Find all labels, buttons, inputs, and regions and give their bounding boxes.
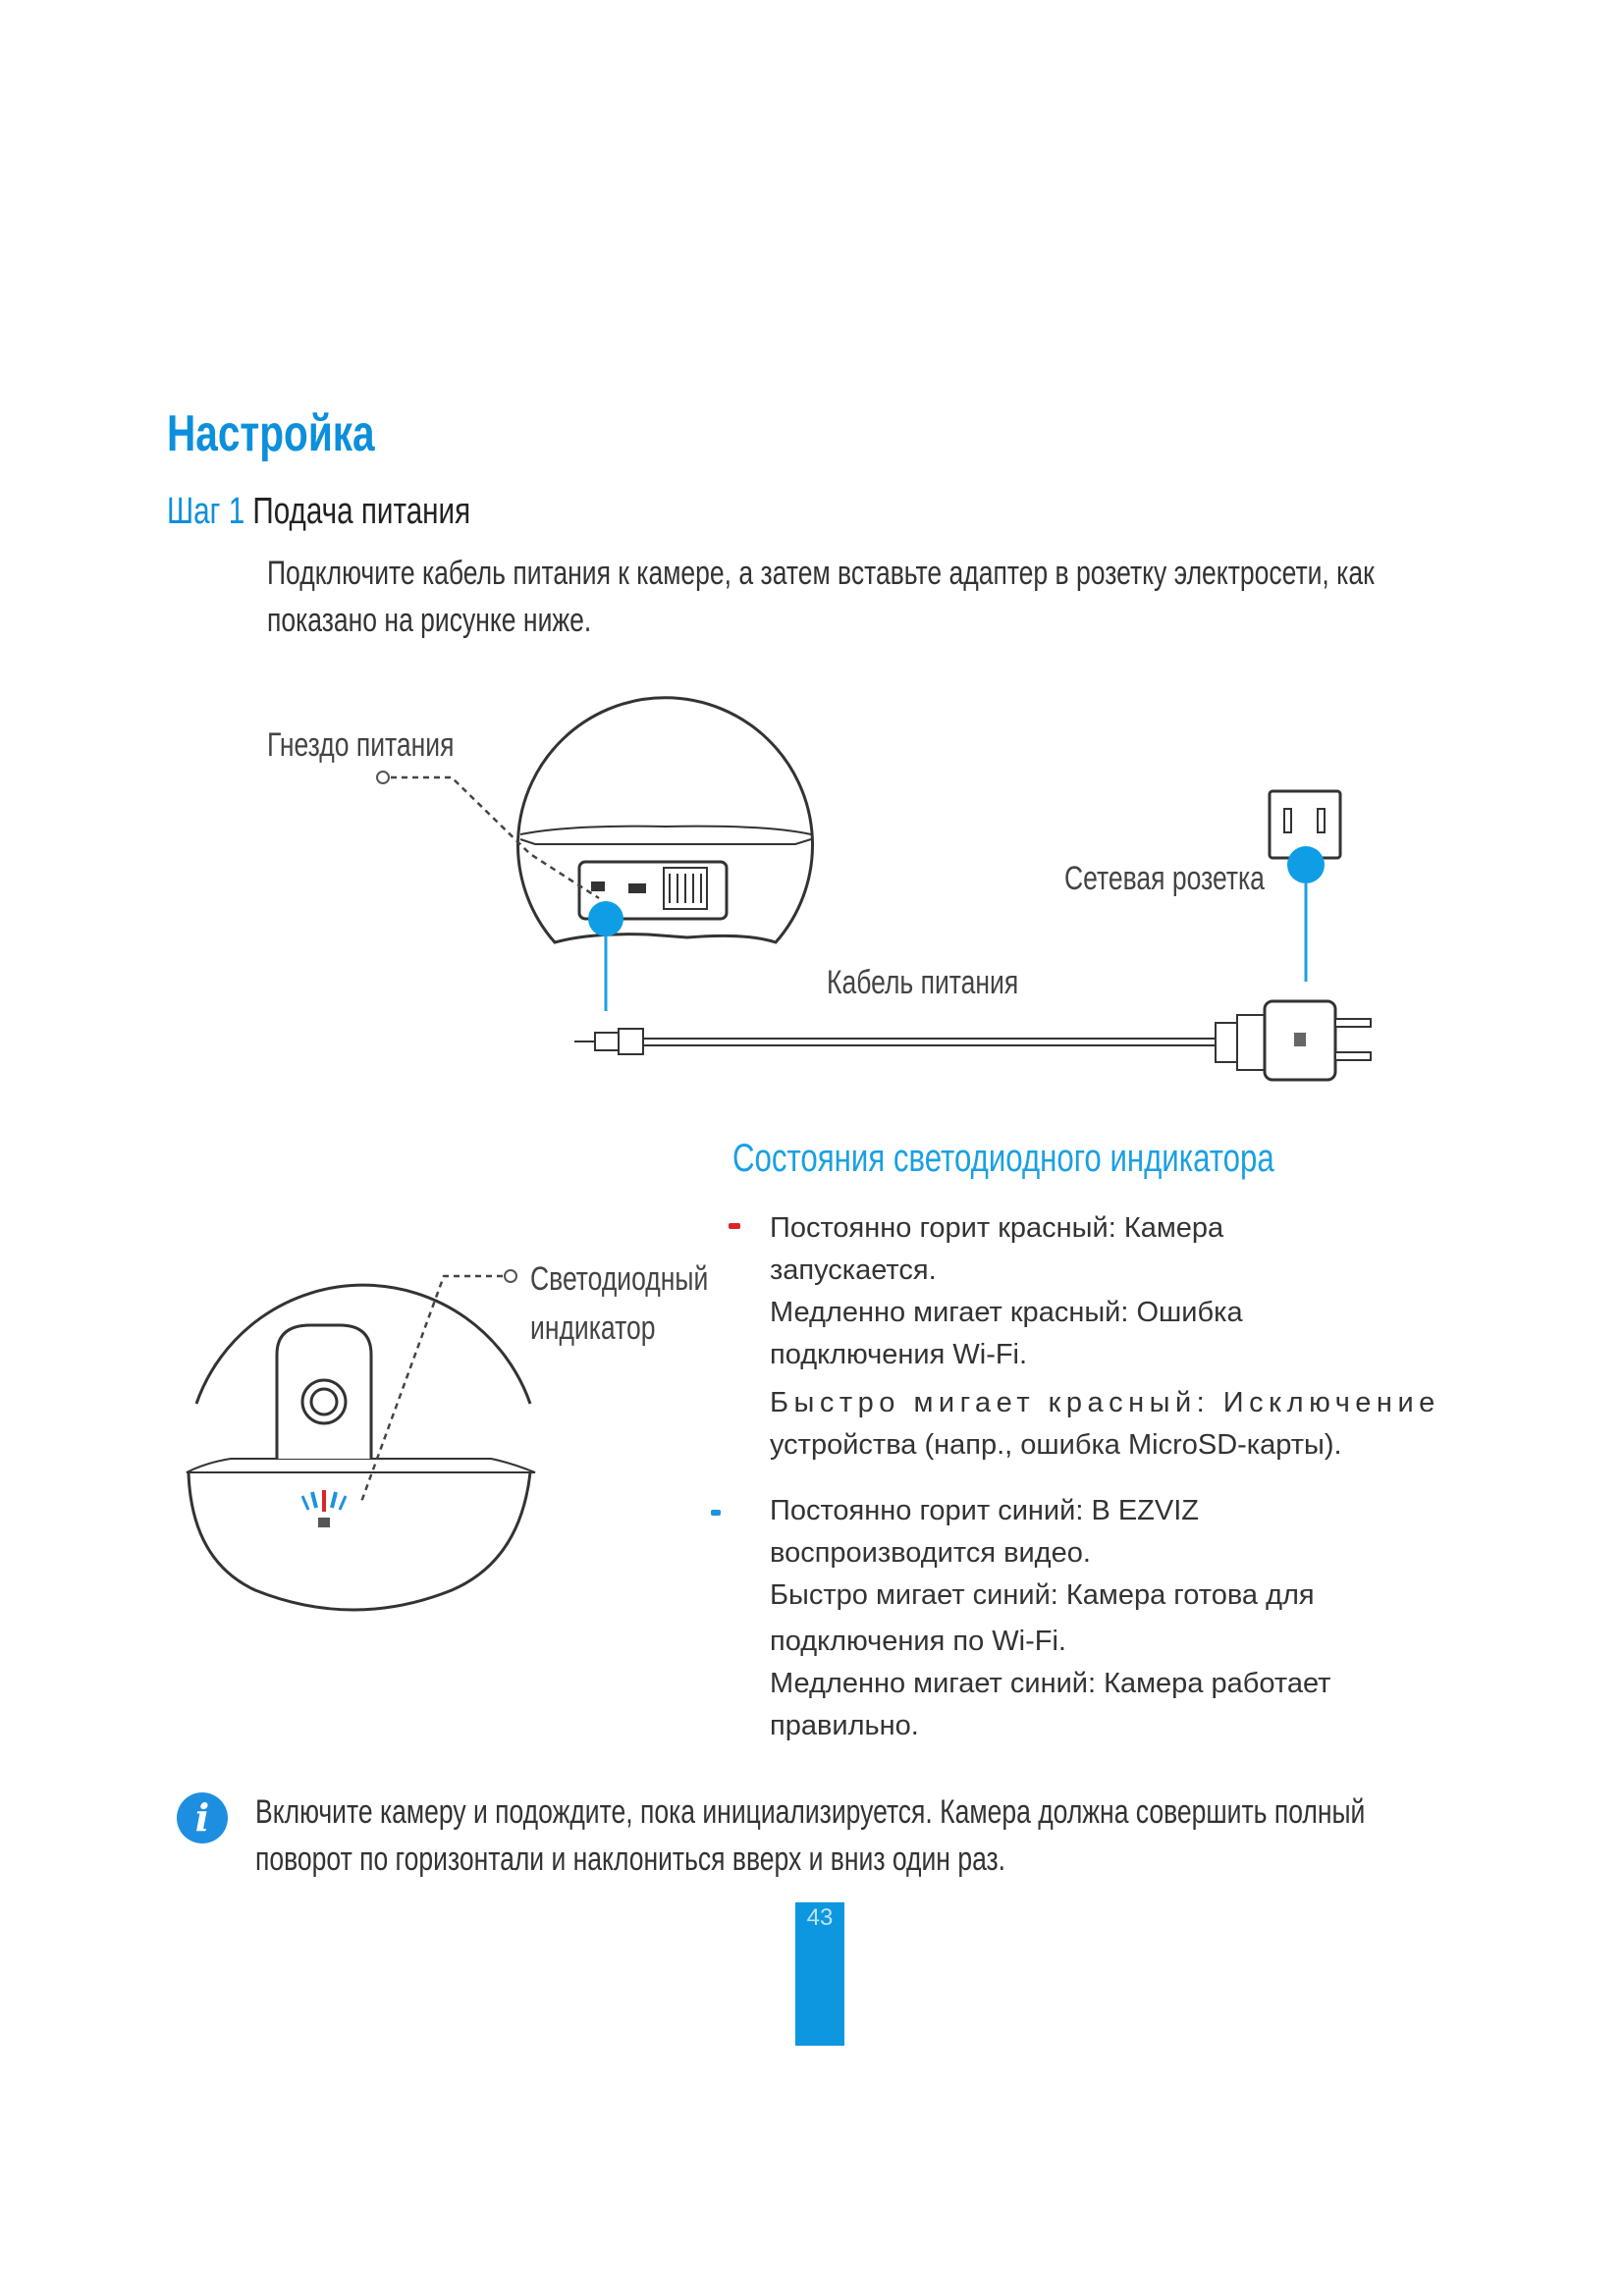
red-state-line: подключения Wi-Fi. — [770, 1339, 1028, 1370]
intro-line-1: Подключите кабель питания к камере, а затем вставьте адаптер в розетку электросети, как — [267, 555, 1375, 592]
red-state-line: Медленно мигает красный: Ошибка — [770, 1297, 1243, 1328]
intro-line-2: показано на рисунке ниже. — [267, 602, 592, 639]
led-indicator-label — [530, 1255, 708, 1353]
red-led-states — [770, 1207, 1440, 1467]
led-label-line-1: Светодиодный — [530, 1260, 709, 1298]
blue-state-line: Постоянно горит синий: В EZVIZ — [770, 1495, 1200, 1526]
led-states-title: Состояния светодиодного индикатора — [732, 1137, 1274, 1180]
note-text — [255, 1789, 1365, 1883]
section-title: Настройка — [167, 405, 375, 462]
outlet-illustration — [1270, 791, 1340, 982]
camera-front-illustration — [187, 1285, 535, 1610]
power-socket-marker — [588, 901, 623, 936]
blue-state-line: правильно. — [770, 1710, 919, 1741]
red-state-line: запускается. — [770, 1255, 937, 1286]
step-title: Подача питания — [252, 491, 471, 532]
red-state-line: Быстро мигает красный: Исключение — [770, 1387, 1440, 1418]
cable-label: Кабель питания — [827, 964, 1019, 1001]
red-led-bullet — [729, 1223, 740, 1229]
red-state-line: Постоянно горит красный: Камера — [770, 1212, 1224, 1244]
blue-state-line: воспроизводится видео. — [770, 1537, 1091, 1569]
note-line-2: поворот по горизонтали и наклониться вверх и вниз один раз. — [255, 1841, 1006, 1878]
blue-led-states — [770, 1490, 1330, 1747]
power-socket-label: Гнездо питания — [267, 726, 455, 764]
step-number: Шаг 1 — [167, 491, 245, 532]
page-number: 43 — [806, 1904, 834, 1931]
red-state-line: устройства (напр., ошибка MicroSD-карты). — [770, 1429, 1342, 1461]
blue-state-line: Медленно мигает синий: Камера работает — [770, 1668, 1331, 1699]
power-cable-illustration — [574, 1001, 1371, 1080]
blue-state-line: Быстро мигает синий: Камера готова для — [770, 1579, 1315, 1611]
blue-led-bullet — [711, 1510, 721, 1516]
outlet-label: Сетевая розетка — [1064, 860, 1265, 897]
blue-state-line: подключения по Wi-Fi. — [770, 1626, 1066, 1657]
led-label-line-2: индикатор — [530, 1309, 656, 1347]
note-line-1: Включите камеру и подождите, пока инициализируется. Камера должна совершить полный — [255, 1793, 1366, 1831]
info-icon: i — [177, 1792, 228, 1843]
camera-back-illustration — [518, 698, 813, 942]
